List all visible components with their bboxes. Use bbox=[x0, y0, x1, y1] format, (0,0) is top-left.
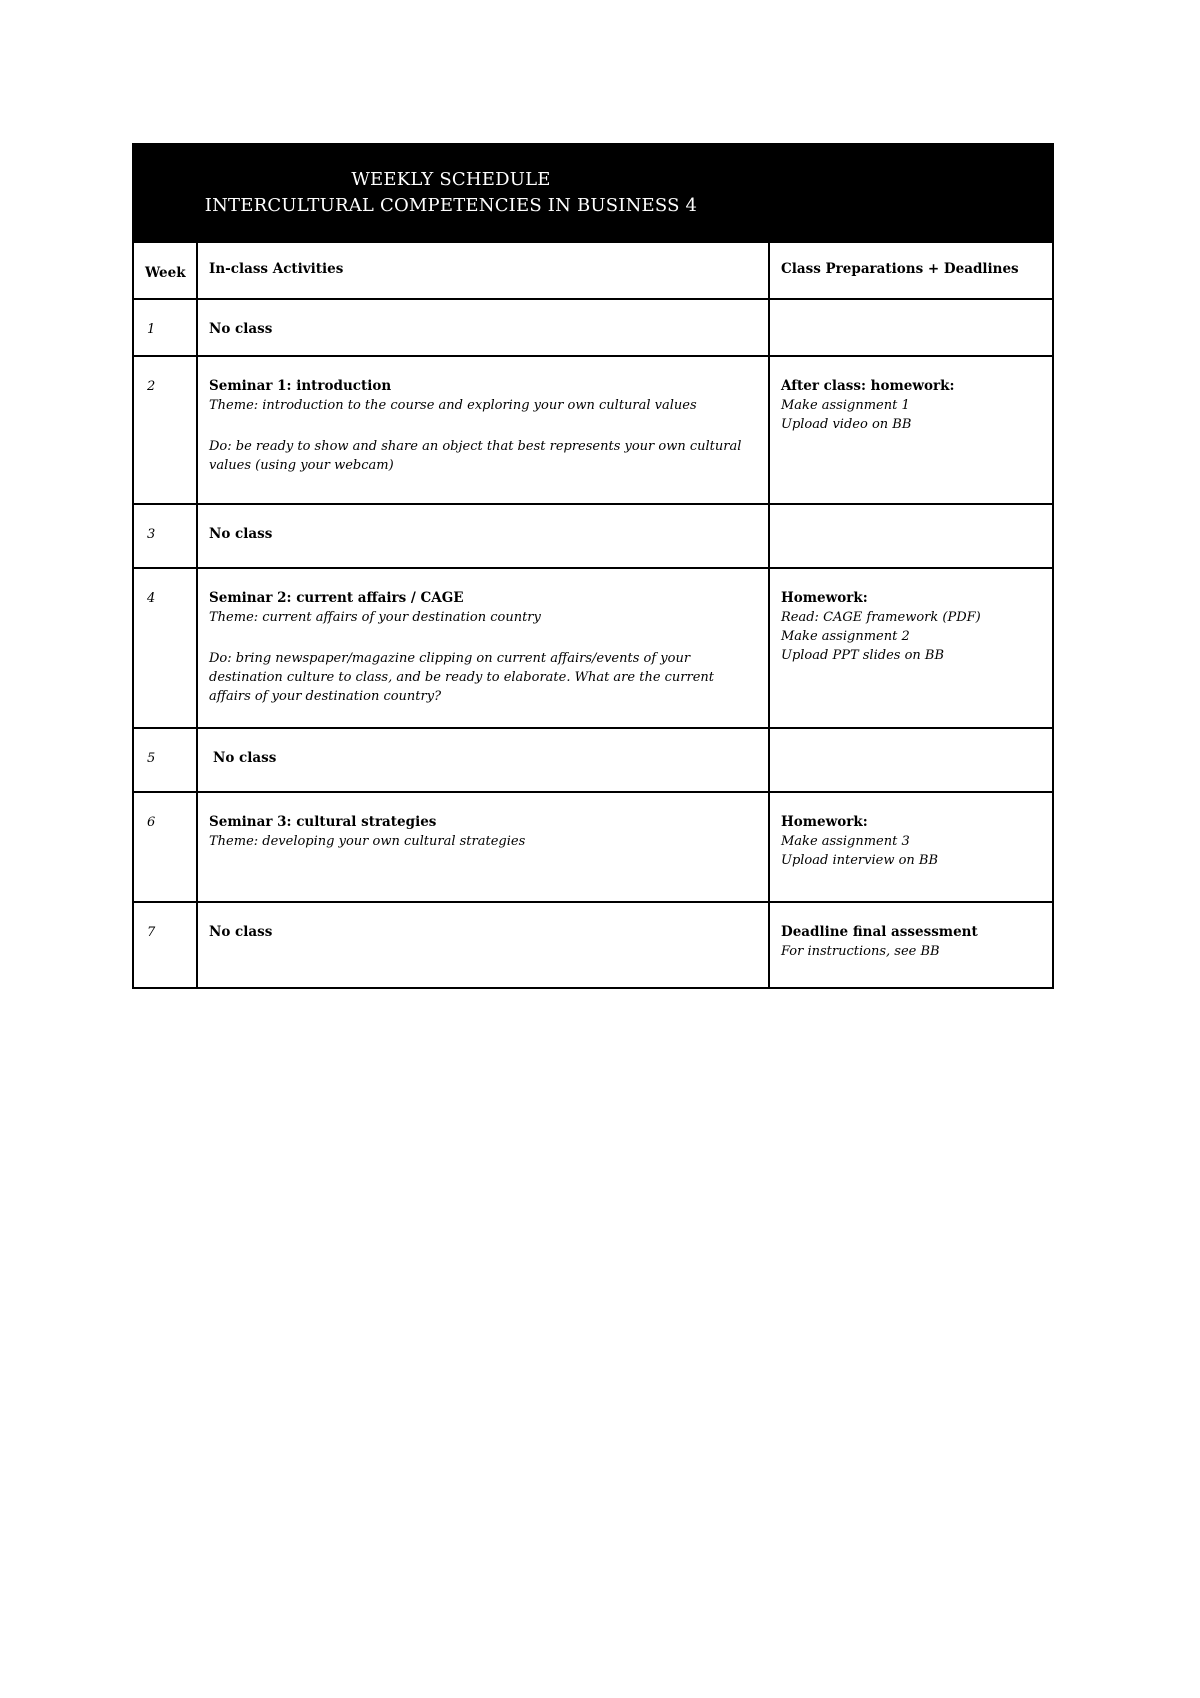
preparation-item: Make assignment 2 bbox=[781, 629, 910, 644]
week-number: 3 bbox=[147, 527, 156, 542]
title-row bbox=[133, 144, 1053, 242]
activity-theme: Theme: introduction to the course and exploring your own cultural values bbox=[209, 398, 697, 413]
title-line-1: WEEKLY SCHEDULE bbox=[351, 169, 551, 190]
table-row bbox=[133, 902, 1053, 988]
activity-do: Do: be ready to show and share an object that best represents your own cultural bbox=[209, 439, 742, 454]
header-activities-cell bbox=[197, 242, 769, 299]
header-week: Week bbox=[145, 265, 186, 281]
activity-title: No class bbox=[209, 526, 273, 542]
table-row bbox=[133, 728, 1053, 792]
table-row bbox=[133, 504, 1053, 568]
activity-theme: Theme: current affairs of your destination country bbox=[209, 610, 541, 625]
table-row bbox=[133, 568, 1053, 728]
activity-do: affairs of your destination country? bbox=[209, 689, 442, 704]
preparation-title: Deadline final assessment bbox=[781, 924, 978, 940]
preparation-item: For instructions, see BB bbox=[781, 944, 940, 959]
preparation-cell bbox=[770, 569, 1052, 665]
preparation-item: Read: CAGE framework (PDF) bbox=[781, 610, 981, 625]
preparation-title: Homework: bbox=[781, 814, 868, 830]
title-line-2: INTERCULTURAL COMPETENCIES IN BUSINESS 4 bbox=[204, 195, 698, 216]
preparation-item: Make assignment 1 bbox=[781, 398, 910, 413]
preparation-item: Upload PPT slides on BB bbox=[781, 648, 945, 663]
activity-title: Seminar 1: introduction bbox=[209, 378, 392, 394]
preparation-cell bbox=[770, 357, 1052, 434]
week-number: 1 bbox=[147, 322, 156, 337]
preparation-item: Make assignment 3 bbox=[781, 834, 910, 849]
table-row bbox=[133, 299, 1053, 356]
preparation-cell-empty bbox=[769, 728, 1053, 792]
week-number: 4 bbox=[147, 591, 156, 606]
preparation-item: Upload interview on BB bbox=[781, 853, 939, 868]
activity-cell bbox=[198, 793, 768, 851]
header-preparations: Class Preparations + Deadlines bbox=[781, 261, 1019, 277]
preparation-cell bbox=[770, 903, 1052, 961]
title-cell-empty bbox=[769, 144, 1053, 242]
activity-do: Do: bring newspaper/magazine clipping on current affairs/events of your bbox=[209, 651, 691, 666]
preparation-title: After class: homework: bbox=[781, 378, 955, 394]
header-row bbox=[133, 242, 1053, 299]
table-row bbox=[133, 356, 1053, 504]
activity-theme: Theme: developing your own cultural strategies bbox=[209, 834, 526, 849]
preparation-cell bbox=[770, 793, 1052, 870]
activity-title: No class bbox=[209, 924, 273, 940]
activity-do: destination culture to class, and be ready to elaborate. What are the current bbox=[209, 670, 715, 685]
preparation-title: Homework: bbox=[781, 590, 868, 606]
activity-title: Seminar 3: cultural strategies bbox=[209, 814, 437, 830]
header-week-cell bbox=[133, 242, 197, 299]
activity-title: No class bbox=[213, 750, 277, 766]
preparation-cell-empty bbox=[769, 504, 1053, 568]
activity-cell bbox=[198, 357, 768, 475]
preparation-cell-empty bbox=[769, 299, 1053, 356]
header-preparations-cell bbox=[769, 242, 1053, 299]
week-number: 5 bbox=[147, 751, 156, 766]
week-number: 6 bbox=[147, 815, 156, 830]
table-row bbox=[133, 792, 1053, 902]
activity-title: Seminar 2: current affairs / CAGE bbox=[209, 590, 464, 606]
schedule-title bbox=[134, 167, 768, 219]
header-activities: In-class Activities bbox=[209, 261, 344, 277]
activity-do: values (using your webcam) bbox=[209, 458, 394, 473]
preparation-item: Upload video on BB bbox=[781, 417, 912, 432]
week-number: 7 bbox=[147, 925, 156, 940]
weekly-schedule-table bbox=[132, 143, 1054, 989]
activity-title: No class bbox=[209, 321, 273, 337]
activity-cell bbox=[198, 569, 768, 706]
week-number: 2 bbox=[147, 379, 156, 394]
title-cell bbox=[133, 144, 769, 242]
